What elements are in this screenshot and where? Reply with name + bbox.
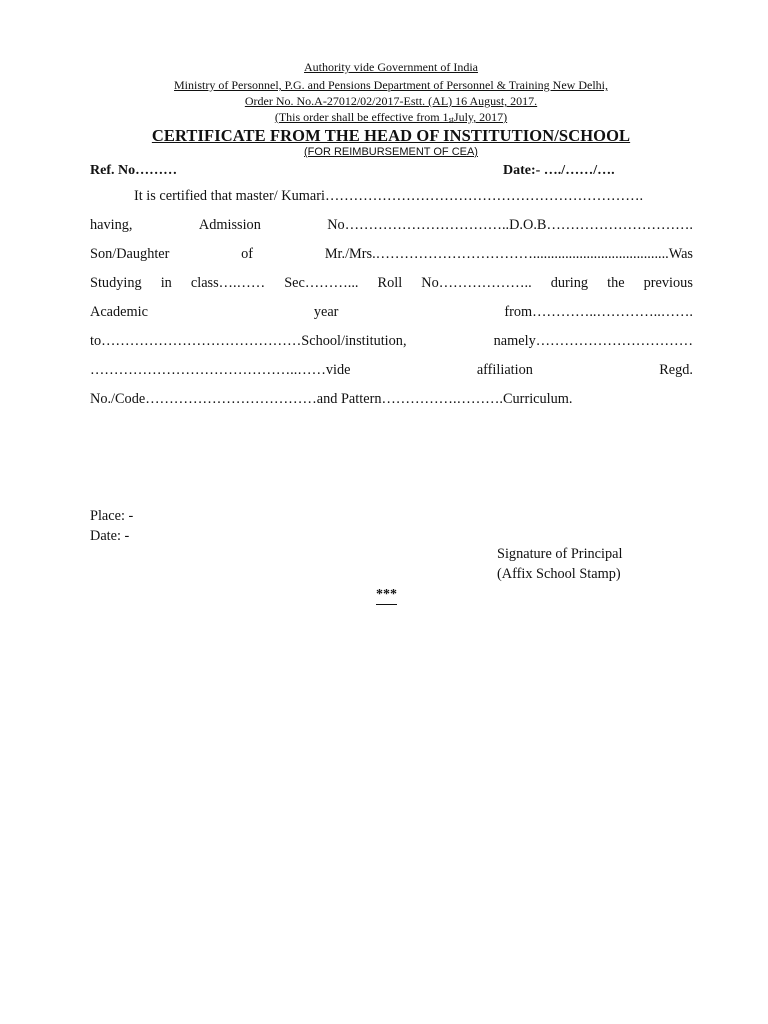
authority-line: Authority vide Government of India xyxy=(304,60,478,74)
effective-text-pre: (This order shall be effective from 1 xyxy=(274,110,449,124)
order-line: Order No. No.A-27012/02/2017-Estt. (AL) 16 August, 2017. xyxy=(244,94,538,108)
body-word: Sec………... xyxy=(284,275,359,291)
body-word: affiliation xyxy=(476,362,533,378)
body-word: from…………..…………..……. xyxy=(504,304,693,320)
body-word: during xyxy=(550,275,589,291)
body-line-2 xyxy=(90,217,693,233)
effective-text-sup: st xyxy=(448,115,454,124)
body-word: having, xyxy=(90,217,133,233)
body-word: Regd. xyxy=(659,362,693,378)
body-line-4 xyxy=(90,275,693,291)
ref-date: Date:- …./……/…. xyxy=(503,163,615,178)
body-line-5 xyxy=(90,304,693,320)
body-word: previous xyxy=(643,275,693,291)
ministry-line: Ministry of Personnel, P.G. and Pensions Department of Personnel & Training New Delhi, xyxy=(174,78,608,92)
place-label: Place: - xyxy=(90,508,134,524)
end-marker: *** xyxy=(376,588,397,605)
body-word: class….…… xyxy=(190,275,266,291)
body-word: No……………….. xyxy=(421,275,532,291)
effective-text-post: July, 2017) xyxy=(453,110,508,124)
body-line-7 xyxy=(90,362,693,378)
principal-signature-label: Signature of Principal xyxy=(497,546,623,562)
body-word: Admission xyxy=(198,217,261,233)
body-word: the xyxy=(607,275,625,291)
body-line-6 xyxy=(90,333,693,349)
body-word: in xyxy=(160,275,172,291)
body-word: ……………………………………..……vide xyxy=(90,362,351,378)
body-word: year xyxy=(313,304,339,320)
effective-line xyxy=(0,111,768,125)
body-line-1: It is certified that master/ Kumari…………………………………………………………. xyxy=(134,188,644,204)
body-word: Roll xyxy=(377,275,403,291)
certificate-subtitle: (FOR REIMBURSEMENT OF CEA) xyxy=(304,146,478,158)
body-word: Academic xyxy=(90,304,148,320)
certificate-title: CERTIFICATE FROM THE HEAD OF INSTITUTION/SCHOOL xyxy=(151,126,631,145)
school-stamp-label: (Affix School Stamp) xyxy=(497,566,621,582)
body-word: Studying xyxy=(90,275,142,291)
body-line-3 xyxy=(90,246,693,262)
ref-number: Ref. No……… xyxy=(90,163,178,178)
body-word: Mr./Mrs.……………………………......................................Was xyxy=(324,246,693,262)
body-line-8: No./Code………………………………and Pattern…………….……….Curriculum. xyxy=(90,391,573,407)
body-word: namely…………………………… xyxy=(493,333,693,349)
date-label: Date: - xyxy=(90,528,130,544)
body-word: to……………………………………School/institution, xyxy=(90,333,407,349)
body-word: No……………………………..D.O.B…………………………. xyxy=(327,217,693,233)
body-word: Son/Daughter xyxy=(90,246,170,262)
body-word: of xyxy=(241,246,254,262)
